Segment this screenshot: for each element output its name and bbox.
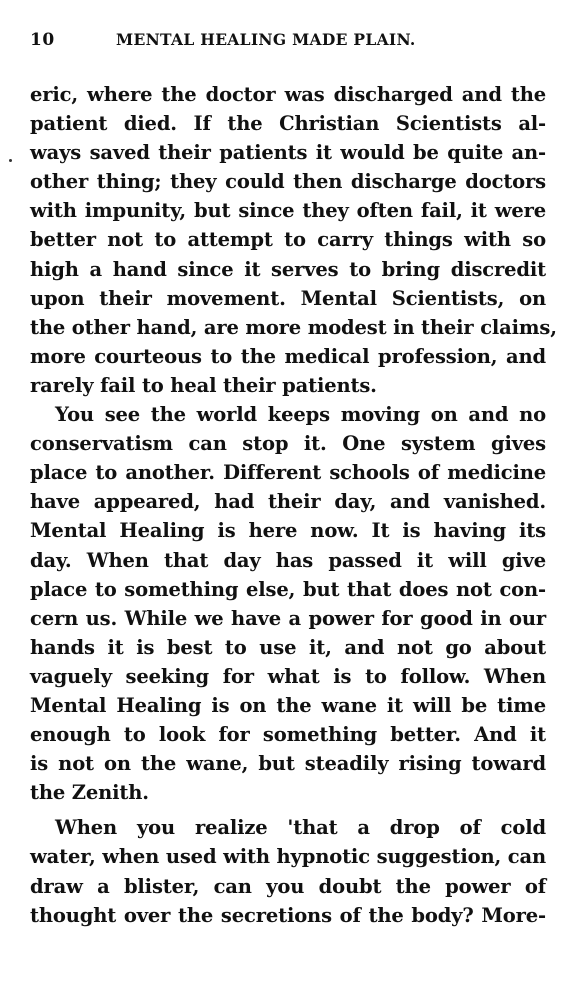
text-line: Mental Healing is here now. It is having its	[30, 519, 546, 543]
text-line: You see the world keeps moving on and no	[55, 403, 546, 427]
text-line: other thing; they could then discharge doctors	[30, 170, 546, 194]
text-line: is not on the wane, but steadily rising toward	[30, 752, 546, 776]
text-line: day. When that day has passed it will give	[30, 548, 546, 572]
text-line: with impunity, but since they often fail, it were	[30, 199, 546, 223]
text-line: cern us. While we have a power for good in our	[30, 606, 546, 630]
text-line: hands it is best to use it, and not go about	[30, 635, 546, 659]
text-line: Mental Healing is on the wane it will be time	[30, 693, 546, 717]
text-line: high a hand since it serves to bring discredit	[30, 257, 546, 281]
text-line: better not to attempt to carry things with so	[30, 228, 546, 252]
paragraph	[30, 813, 546, 929]
page-header	[30, 30, 546, 56]
text-line: water, when used with hypnotic suggestion, can	[30, 845, 546, 869]
text-line: the Zenith.	[30, 781, 149, 805]
running-title: MENTAL HEALING MADE PLAIN.	[116, 30, 416, 49]
text-line: conservatism can stop it. One system gives	[30, 432, 546, 456]
text-line: rarely fail to heal their patients.	[30, 373, 377, 397]
text-line: When you realize 'that a drop of cold	[55, 816, 546, 840]
text-line: the other hand, are more modest in their claims,	[30, 315, 557, 339]
text-line: place to another. Different schools of medicine	[30, 461, 546, 485]
paragraph	[30, 80, 557, 400]
text-line: ways saved their patients it would be quite an-	[30, 141, 546, 165]
text-line: have appeared, had their day, and vanished.	[30, 490, 546, 514]
text-line: upon their movement. Mental Scientists, on	[30, 286, 546, 310]
ink-speck	[9, 159, 12, 162]
text-line: vaguely seeking for what is to follow. When	[30, 664, 546, 688]
text-line: eric, where the doctor was discharged and the	[30, 83, 546, 106]
text-line: enough to look for something better. And it	[30, 723, 546, 747]
text-line: thought over the secretions of the body? More-	[30, 903, 546, 927]
paragraph	[30, 400, 546, 807]
text-line: place to something else, but that does not con-	[30, 577, 546, 601]
text-line: draw a blister, can you doubt the power of	[30, 874, 546, 898]
text-line: patient died. If the Christian Scientists al-	[30, 112, 546, 136]
text-line: more courteous to the medical profession, and	[30, 344, 546, 368]
body-text	[30, 80, 557, 930]
page-number: 10	[30, 30, 55, 50]
